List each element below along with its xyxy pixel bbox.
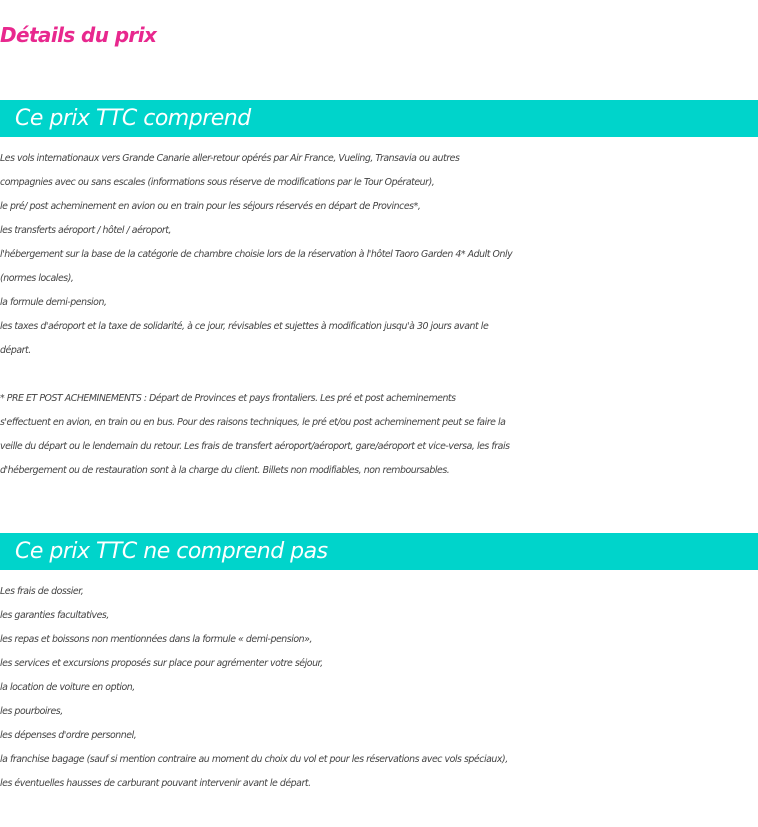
included-list	[0, 147, 758, 483]
included-line: Les vols internationaux vers Grande Canarie aller-retour opérés par Air France, Vueling, Transavia ou autres	[0, 153, 460, 164]
included-line: le pré/ post acheminement en avion ou en train pour les séjours réservés en départ de Provinces*,	[0, 201, 421, 212]
acheminement-note-line: * PRE ET POST ACHEMINEMENTS : Départ de Provinces et pays frontaliers. Les pré et post acheminements	[0, 393, 456, 404]
not-included-line: les services et excursions proposés sur place pour agrémenter votre séjour,	[0, 658, 323, 669]
included-line: les transferts aéroport / hôtel / aéroport,	[0, 225, 172, 236]
not-included-line: les garanties facultatives,	[0, 610, 109, 621]
not-included-line: Les frais de dossier,	[0, 586, 84, 597]
included-section-heading: Ce prix TTC comprend	[0, 100, 758, 137]
included-line: (normes locales),	[0, 273, 74, 284]
acheminement-note-line: veille du départ ou le lendemain du retour. Les frais de transfert aéroport/aéroport, gare/aéroport et vice-versa, les frais	[0, 441, 510, 452]
not-included-list	[0, 580, 758, 796]
included-line: l'hébergement sur la base de la catégorie de chambre choisie lors de la réservation à l'hôtel Taoro Garden 4* Adult Only	[0, 249, 513, 260]
included-line: compagnies avec ou sans escales (informations sous réserve de modifications par le Tour Opérateur),	[0, 177, 435, 188]
not-included-line: les pourboires,	[0, 706, 63, 717]
included-line: départ.	[0, 345, 31, 356]
not-included-line: les repas et boissons non mentionnées dans la formule « demi-pension»,	[0, 634, 313, 645]
paragraph-gap	[0, 363, 758, 387]
not-included-line: la franchise bagage (sauf si mention contraire au moment du choix du vol et pour les réservations avec vols spéciaux),	[0, 754, 508, 765]
not-included-line: les éventuelles hausses de carburant pouvant intervenir avant le départ.	[0, 778, 311, 789]
not-included-section-heading: Ce prix TTC ne comprend pas	[0, 533, 758, 570]
acheminement-note-line: d'hébergement ou de restauration sont à la charge du client. Billets non modifiables, non remboursables.	[0, 465, 450, 476]
not-included-line: les dépenses d'ordre personnel,	[0, 730, 137, 741]
acheminement-note-line: s'effectuent en avion, en train ou en bus. Pour des raisons techniques, le pré et/ou post acheminement peut se faire la	[0, 417, 506, 428]
page-title: Détails du prix	[0, 23, 157, 47]
included-line: les taxes d'aéroport et la taxe de solidarité, à ce jour, révisables et sujettes à modification jusqu'à 30 jours avant le	[0, 321, 489, 332]
not-included-line: la location de voiture en option,	[0, 682, 135, 693]
included-line: la formule demi-pension,	[0, 297, 107, 308]
